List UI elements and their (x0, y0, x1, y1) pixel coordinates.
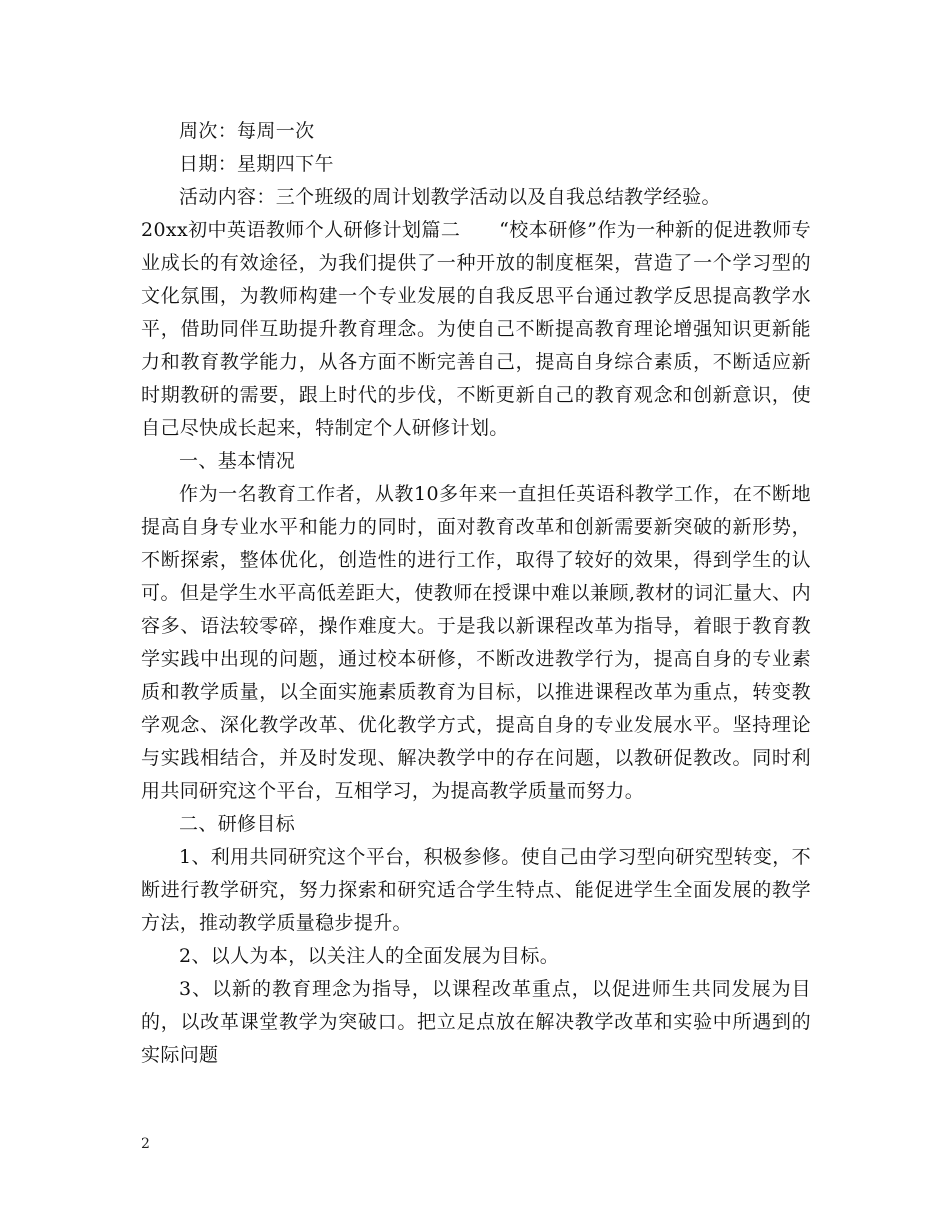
document-body (141, 115, 811, 1072)
paragraph-plan-two: 20xx初中英语教师个人研修计划篇二 “校本研修”作为一种新的促进教师专业成长的有效途径，为我们提供了一种开放的制度框架，营造了一个学习型的文化氛围，为教师构建一个专业发展的自我反思平台通过教学反思提高教学水平，借助同伴互助提升教育理念。为使自己不断提高教育理论增强知识更新能力和教育教学能力，从各方面不断完善自己，提高自身综合素质，不断适应新时期教研的需要，跟上时代的步伐，不断更新自己的教育观念和创新意识，使自己尽快成长起来，特制定个人研修计划。 (141, 219, 811, 439)
paragraph-goal-2: 2、以人为本，以关注人的全面发展为目标。 (179, 945, 560, 967)
paragraph-goal-1: 1、利用共同研究这个平台，积极参修。使自己由学习型向研究型转变，不断进行教学研究，努力探索和研究适合学生特点、能促进学生全面发展的教学方法，推动教学质量稳步提升。 (141, 846, 811, 934)
paragraph-week: 周次：每周一次 (179, 120, 315, 142)
paragraph-activity-content: 活动内容：三个班级的周计划教学活动以及自我总结教学经验。 (179, 186, 721, 208)
section-heading-goals: 二、研修目标 (179, 813, 296, 835)
paragraph-basic-situation: 作为一名教育工作者，从教10多年来一直担任英语科教学工作，在不断地提高自身专业水平和能力的同时，面对教育改革和创新需要新突破的新形势，不断探索，整体优化，创造性的进行工作，取得了较好的效果，得到学生的认可。但是学生水平高低差距大，使教师在授课中难以兼顾,教材的词汇量大、内容多、语法较零碎，操作难度大。于是我以新课程改革为指导，着眼于教育教学实践中出现的问题，通过校本研修，不断改进教学行为，提高自身的专业素质和教学质量，以全面实施素质教育为目标，以推进课程改革为重点，转变教学观念、深化教学改革、优化教学方式，提高自身的专业发展水平。坚持理论与实践相结合，并及时发现、解决教学中的存在问题，以教研促教改。同时利用共同研究这个平台，互相学习，为提高教学质量而努力。 (141, 483, 811, 802)
section-heading-basic: 一、基本情况 (179, 450, 296, 472)
page-number: 2 (141, 1136, 150, 1152)
paragraph-date: 日期：星期四下午 (179, 153, 334, 175)
paragraph-goal-3: 3、以新的教育理念为指导，以课程改革重点，以促进师生共同发展为目的，以改革课堂教学为突破口。把立足点放在解决教学改革和实验中所遇到的实际问题 (141, 978, 811, 1066)
